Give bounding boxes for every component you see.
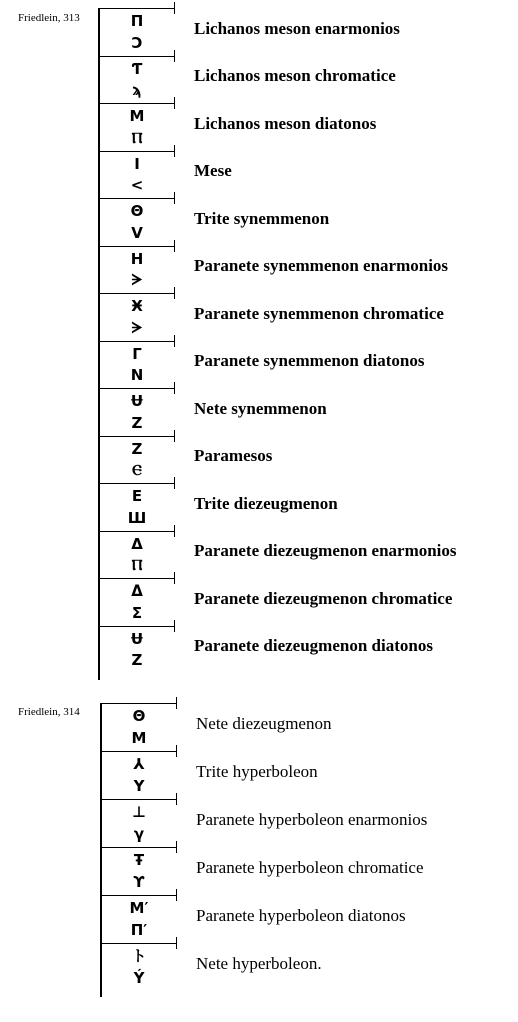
upper-symbol: Μ′ [129, 899, 149, 917]
lower-symbol: Ⲡ [131, 556, 143, 574]
notation-row [100, 751, 518, 799]
notation-row [98, 56, 518, 104]
upper-symbol: I [134, 154, 140, 173]
upper-symbol: ⅄ [133, 755, 145, 773]
row-tick [174, 430, 175, 442]
lower-symbol: Ʃ [131, 603, 143, 622]
lower-symbol: γ [133, 825, 145, 843]
note-name: Paranete diezeugmenon chromatice [194, 588, 453, 608]
note-name: Paranete synemmenon chromatice [194, 303, 444, 323]
note-name: Paranete hyperboleon enarmonios [196, 810, 428, 829]
note-name: Trite synemmenon [194, 208, 330, 228]
upper-symbol: Η [130, 249, 144, 268]
row-tick [176, 697, 177, 709]
row-divider [98, 8, 174, 9]
notation-row [98, 483, 518, 531]
lower-symbol: Ⲡ [131, 128, 143, 147]
lower-symbol: Ζ [131, 413, 143, 432]
lower-symbol: < [130, 176, 144, 194]
upper-symbol: Ʉ [130, 392, 144, 410]
lower-symbol: ᗒ [131, 318, 143, 337]
lower-symbol: V [131, 223, 143, 242]
note-name: Paranete hyperboleon chromatice [196, 858, 424, 877]
lower-symbol: Ш [127, 508, 147, 527]
note-name: Mese [194, 161, 232, 181]
upper-symbol: Ε [131, 487, 143, 505]
upper-symbol: Π [130, 12, 144, 30]
note-name: Trite diezeugmenon [194, 493, 338, 513]
notation-table-313 [98, 8, 518, 680]
note-name: Paranete diezeugmenon enarmonios [194, 541, 457, 561]
row-divider [98, 531, 174, 532]
row-divider [98, 56, 174, 57]
lower-symbol: ᗒ [131, 271, 143, 289]
upper-symbol: Ӿ [131, 297, 143, 315]
row-divider [100, 751, 176, 752]
lower-symbol: Ý [133, 969, 145, 987]
row-tick [174, 50, 175, 62]
row-tick [174, 477, 175, 489]
row-divider [98, 483, 174, 484]
row-tick [176, 745, 177, 757]
row-tick [176, 889, 177, 901]
row-divider [100, 847, 176, 848]
note-name: Paranete synemmenon enarmonios [194, 256, 449, 276]
upper-symbol: ᐃ [131, 582, 143, 600]
upper-symbol: Ʉ [130, 629, 144, 648]
notation-row [98, 198, 518, 246]
reference-314: Friedlein, 314 [18, 706, 80, 718]
upper-symbol: Δ [131, 534, 143, 553]
upper-symbol: Θ [130, 202, 144, 220]
note-name: Paranete synemmenon diatonos [194, 351, 425, 371]
notation-row [100, 895, 518, 943]
notation-row [98, 8, 518, 56]
notation-row [98, 388, 518, 436]
row-tick [174, 2, 175, 14]
note-name: Paranete hyperboleon diatonos [196, 906, 406, 925]
notation-row [98, 293, 518, 341]
upper-symbol: Ŧ [133, 851, 145, 869]
row-divider [98, 626, 174, 627]
lower-symbol: ϒ [133, 873, 145, 891]
row-tick [176, 937, 177, 949]
upper-symbol: ト [131, 947, 147, 965]
upper-symbol: Θ [132, 707, 146, 725]
row-divider [98, 388, 174, 389]
upper-symbol: Γ [132, 344, 142, 363]
lower-symbol: Ζ [131, 651, 143, 669]
lower-symbol: Ɔ [131, 33, 143, 52]
row-tick [174, 240, 175, 252]
row-tick [174, 525, 175, 537]
note-name: Paranete diezeugmenon diatonos [194, 636, 433, 656]
notation-table-314 [100, 703, 518, 997]
row-divider [98, 578, 174, 579]
row-divider [100, 703, 176, 704]
note-name: Trite hyperboleon [196, 762, 318, 781]
row-divider [98, 103, 174, 104]
upper-symbol: Ƭ [131, 59, 143, 78]
notation-row [98, 531, 518, 579]
row-tick [174, 335, 175, 347]
notation-row [100, 703, 518, 751]
notation-row [100, 943, 518, 991]
row-divider [98, 341, 174, 342]
note-name: Nete synemmenon [194, 398, 327, 418]
row-divider [100, 943, 176, 944]
note-name: Nete hyperboleon. [196, 954, 322, 973]
notation-row [98, 151, 518, 199]
lower-symbol: Υ [133, 777, 145, 795]
note-name: Lichanos meson chromatice [194, 66, 396, 86]
lower-symbol: ϡ [132, 81, 142, 99]
notation-row [98, 436, 518, 484]
upper-symbol: Ζ [131, 439, 143, 458]
upper-symbol: Μ [129, 107, 145, 125]
notation-row [98, 626, 518, 674]
row-divider [100, 799, 176, 800]
row-tick [174, 287, 175, 299]
row-tick [174, 620, 175, 632]
note-name: Paramesos [194, 446, 273, 466]
notation-row [100, 847, 518, 895]
row-divider [100, 895, 176, 896]
notation-row [98, 246, 518, 294]
row-divider [98, 293, 174, 294]
notation-row [100, 799, 518, 847]
note-name: Lichanos meson diatonos [194, 113, 377, 133]
row-divider [98, 198, 174, 199]
lower-symbol: Ⲉ [132, 461, 142, 479]
row-tick [174, 97, 175, 109]
row-divider [98, 436, 174, 437]
row-tick [176, 841, 177, 853]
lower-symbol: Ν [130, 366, 144, 384]
note-name: Nete diezeugmenon [196, 714, 332, 733]
row-tick [174, 192, 175, 204]
lower-symbol: Π′ [130, 921, 148, 939]
row-tick [174, 572, 175, 584]
row-divider [98, 246, 174, 247]
notation-row [98, 578, 518, 626]
note-name: Lichanos meson enarmonios [194, 18, 400, 38]
row-divider [98, 151, 174, 152]
row-tick [174, 382, 175, 394]
lower-symbol: Μ [131, 729, 147, 747]
notation-row [98, 341, 518, 389]
row-tick [174, 145, 175, 157]
notation-row [98, 103, 518, 151]
upper-symbol: ⊥ [132, 803, 146, 821]
row-tick [176, 793, 177, 805]
reference-313: Friedlein, 313 [18, 12, 80, 24]
